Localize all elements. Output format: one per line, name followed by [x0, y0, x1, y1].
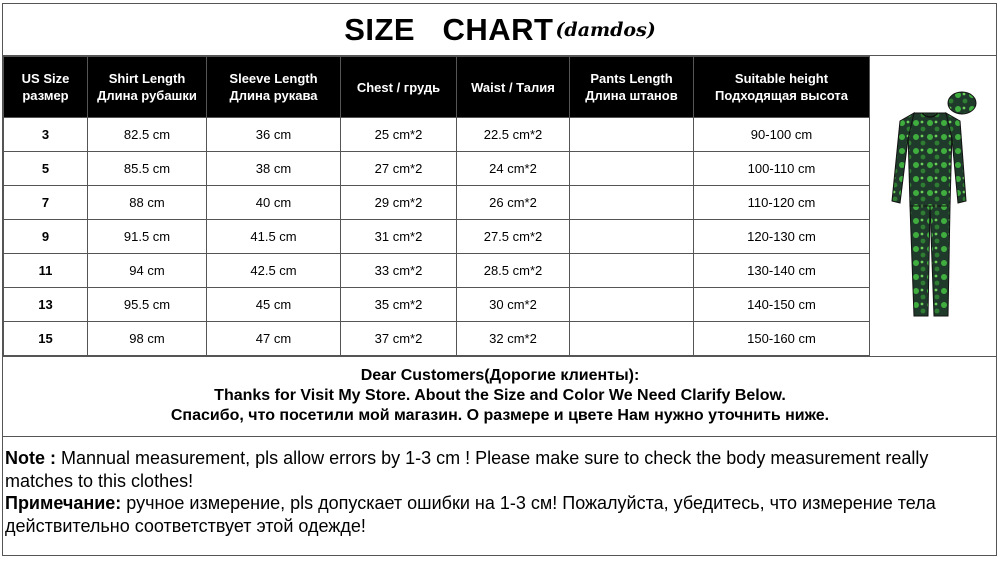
column-header-line: Подходящая высота	[715, 88, 848, 103]
table-cell: 25 cm*2	[341, 118, 457, 152]
table-row	[4, 288, 870, 322]
customer-thanks: Thanks for Visit My Store. About the Size and Color We Need Clarify Below.	[214, 387, 786, 404]
table-cell	[570, 186, 694, 220]
table-cell: 110-120 cm	[694, 186, 870, 220]
size-cell: 9	[4, 220, 88, 254]
table-cell: 28.5 cm*2	[457, 254, 570, 288]
table-cell: 22.5 cm*2	[457, 118, 570, 152]
table-row	[4, 322, 870, 356]
table-cell: 31 cm*2	[341, 220, 457, 254]
table-cell: 37 cm*2	[341, 322, 457, 356]
table-cell: 29 cm*2	[341, 186, 457, 220]
table-row	[4, 118, 870, 152]
column-header-line: Chest / грудь	[356, 79, 441, 95]
table-cell: 24 cm*2	[457, 152, 570, 186]
table-header-row	[4, 57, 870, 118]
table-cell: 35 cm*2	[341, 288, 457, 322]
note-text-ru: ручное измерение, pls допускает ошибки на 1-3 см! Пожалуйста, убедитесь, что измерение тела действительно соответствует этой одежде!	[5, 493, 936, 536]
note-label-ru: Примечание:	[5, 493, 122, 513]
table-cell: 130-140 cm	[694, 254, 870, 288]
table-cell: 98 cm	[88, 322, 207, 356]
column-header-line: Shirt Length	[108, 71, 186, 86]
table-cell	[570, 118, 694, 152]
column-header	[4, 57, 88, 118]
table-body	[4, 118, 870, 356]
product-image	[869, 56, 997, 356]
table-cell: 150-160 cm	[694, 322, 870, 356]
table-cell: 40 cm	[207, 186, 341, 220]
table-row	[4, 186, 870, 220]
table-cell: 100-110 cm	[694, 152, 870, 186]
table-cell: 95.5 cm	[88, 288, 207, 322]
column-header-line: Pants Length	[590, 71, 673, 86]
table-cell: 41.5 cm	[207, 220, 341, 254]
note-text: Mannual measurement, pls allow errors by 1-3 cm ! Please make sure to check the body measurement really matches to this clothes!	[5, 448, 929, 491]
note-label: Note :	[5, 448, 56, 468]
column-header	[341, 57, 457, 118]
table-cell	[570, 322, 694, 356]
table-cell: 140-150 cm	[694, 288, 870, 322]
swimsuit-illustration-icon	[884, 91, 984, 321]
column-header-line: Suitable height	[734, 71, 829, 86]
customer-greeting: Dear Customers(Дорогие клиенты):	[360, 367, 640, 384]
table-cell: 30 cm*2	[457, 288, 570, 322]
table-cell	[570, 288, 694, 322]
table-cell: 42.5 cm	[207, 254, 341, 288]
column-header	[694, 57, 870, 118]
size-cell: 13	[4, 288, 88, 322]
table-cell: 47 cm	[207, 322, 341, 356]
chart-title	[3, 4, 997, 56]
column-header	[570, 57, 694, 118]
table-row	[4, 220, 870, 254]
table-cell: 91.5 cm	[88, 220, 207, 254]
column-header-line: Длина штанов	[585, 88, 678, 103]
size-cell: 11	[4, 254, 88, 288]
column-header	[207, 57, 341, 118]
table-cell: 27 cm*2	[341, 152, 457, 186]
table-cell: 45 cm	[207, 288, 341, 322]
table-cell	[570, 152, 694, 186]
size-cell: 3	[4, 118, 88, 152]
table-cell: 33 cm*2	[341, 254, 457, 288]
customer-thanks-ru: Спасибо, что посетили мой магазин. О размере и цвете Нам нужно уточнить ниже.	[170, 407, 830, 424]
table-cell: 120-130 cm	[694, 220, 870, 254]
table-cell: 90-100 cm	[694, 118, 870, 152]
table-cell: 85.5 cm	[88, 152, 207, 186]
customer-message	[3, 356, 997, 437]
title-brand: (damdos)	[555, 18, 656, 41]
title-main: SIZE CHART	[344, 11, 554, 47]
table-cell: 32 cm*2	[457, 322, 570, 356]
column-header-line: Длина рукава	[229, 88, 318, 103]
measurement-note	[5, 447, 990, 537]
column-header-line: Sleeve Length	[229, 71, 318, 86]
table-cell: 94 cm	[88, 254, 207, 288]
column-header-line: Длина рубашки	[97, 88, 197, 103]
column-header-line: US Size	[21, 71, 70, 86]
column-header	[88, 57, 207, 118]
column-header	[457, 57, 570, 118]
table-cell	[570, 220, 694, 254]
table-row	[4, 254, 870, 288]
table-cell: 36 cm	[207, 118, 341, 152]
table-cell: 88 cm	[88, 186, 207, 220]
column-header-line: размер	[22, 88, 69, 103]
table-cell: 38 cm	[207, 152, 341, 186]
size-table	[3, 56, 870, 356]
table-cell	[570, 254, 694, 288]
table-row	[4, 152, 870, 186]
size-cell: 5	[4, 152, 88, 186]
column-header-line: Waist / Талия	[471, 79, 555, 95]
size-cell: 7	[4, 186, 88, 220]
table-cell: 82.5 cm	[88, 118, 207, 152]
table-cell: 27.5 cm*2	[457, 220, 570, 254]
size-cell: 15	[4, 322, 88, 356]
table-cell: 26 cm*2	[457, 186, 570, 220]
